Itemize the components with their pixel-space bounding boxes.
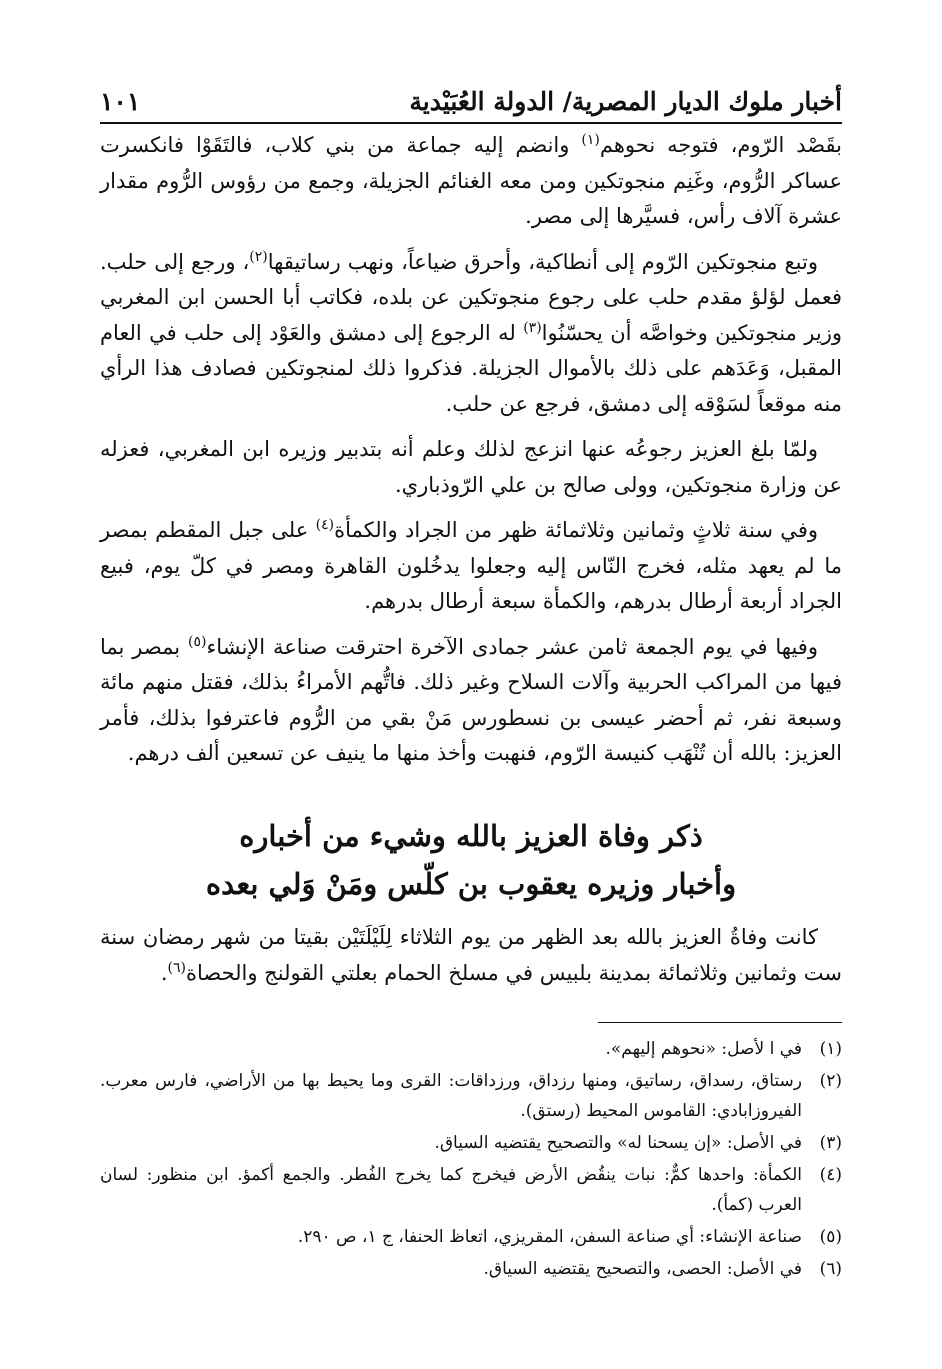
footnote-ref: (٣) bbox=[523, 319, 542, 336]
footnote bbox=[100, 1034, 842, 1064]
running-title: أخبار ملوك الديار المصرية/ الدولة العُبَيْدية bbox=[409, 87, 842, 116]
footnote-number: (١) bbox=[819, 1039, 842, 1059]
footnote bbox=[100, 1066, 842, 1126]
text-run: بقَصْد الرّوم، فتوجه نحوهم bbox=[599, 133, 842, 157]
heading-line-2: وأخبار وزيره يعقوب بن كلّس ومَنْ وَلي بعده bbox=[205, 867, 737, 901]
heading-line-1: ذكر وفاة العزيز بالله وشيء من أخباره bbox=[239, 819, 703, 853]
footnote-ref: (٤) bbox=[315, 517, 335, 533]
footnote bbox=[100, 1254, 842, 1284]
text-run: كانت وفاةُ العزيز بالله بعد الظهر من يوم الثلاثاء لِلَيْلَتَيْن بقيتا من شهر رمضان سنة ست وثمانين وثلاثمائة بمدينة بلبيس في مسلخ الحمام بعلتي القولنج والحصاة bbox=[100, 925, 842, 985]
footnote-text: في ا لأصل: «نحوهم إليهم». bbox=[605, 1039, 802, 1059]
footnote-text: صناعة الإنشاء: أي صناعة السفن، المقريزي، اتعاظ الحنفا، ج ١، ص ٢٩٠. bbox=[297, 1227, 802, 1247]
text-run: له الرجوع إلى دمشق والعَوْد إلى حلب في العام المقبل، وَعَدَهم على ذلك بالأموال الجزيلة. فذكروا ذلك لمنجوتكين فصادف هذا الرأي منه موقعاً لسَوْقه إلى دمشق، فرجع عن حلب. bbox=[100, 320, 842, 416]
footnote bbox=[100, 1128, 842, 1158]
text-run: وفيها في يوم الجمعة ثامن عشر جمادى الآخرة احترقت صناعة الإنشاء bbox=[206, 634, 818, 659]
footnote bbox=[100, 1222, 842, 1252]
paragraph bbox=[100, 513, 842, 620]
main-text bbox=[100, 128, 842, 782]
footnote-ref: (٦) bbox=[167, 959, 186, 976]
paragraph bbox=[100, 432, 842, 503]
closing-section bbox=[100, 920, 842, 1001]
paragraph bbox=[100, 630, 842, 772]
page-number: ١٠١ bbox=[100, 87, 141, 116]
section-heading bbox=[100, 812, 842, 908]
paragraph bbox=[100, 245, 842, 423]
footnote-ref: (٢) bbox=[249, 248, 268, 265]
footnote-text: في الأصل: «إن يسحنا له» والتصحيح يقتضيه السياق. bbox=[434, 1133, 802, 1153]
footnote-text: في الأصل: الحصى، والتصحيح يقتضيه السياق. bbox=[483, 1259, 802, 1279]
footnote-text: الكمأة: واحدها كمٌّ: نبات ينقُض الأرض فيخرج كما يخرج الفُطر. والجمع أكمؤ. ابن منظور: لسان العرب (كمأ). bbox=[100, 1165, 802, 1215]
text-run: وفي سنة ثلاثٍ وثمانين وثلاثمائة ظهر من الجراد والكمأة bbox=[334, 518, 818, 542]
text-run: بمصر بما فيها من المراكب الحربية وآلات السلاح وغير ذلك. فاتُّهم الأمراءُ بذلك، فقتل منهم مائة وسبعة نفر، ثم أحضر عيسى بن نسطورس مَنْ بقي من الرُّوم فاعترفوا بذلك، فأمر العزيز: بالله أن تُنْهَب كنيسة الرّوم، فنهبت وأخذ منها ما ينيف عن تسعين ألف درهم. bbox=[100, 634, 842, 765]
paragraph bbox=[100, 920, 842, 991]
text-run: ، ورجع إلى حلب. فعمل لؤلؤ مقدم حلب على رجوع منجوتكين عن بلده، فكاتب أبا الحسن ابن المغربي وزير منجوتكين وخواصَّه أن يحسّنُوا bbox=[100, 249, 842, 345]
text-run: . bbox=[160, 960, 168, 985]
footnote bbox=[100, 1160, 842, 1220]
footnote-number: (٢) bbox=[819, 1071, 842, 1091]
text-run: على جبل المقطم بمصر ما لم يعهد مثله، فخرج النّاس إليه وجعلوا يدخُلون القاهرة ومصر في كلّ يوم، فبيع الجراد أربعة أرطال بدرهم، والكمأة سبعة أرطال بدرهم. bbox=[100, 518, 842, 613]
running-header bbox=[100, 78, 842, 124]
footnote-ref: (١) bbox=[581, 132, 600, 148]
text-run: وتبع منجوتكين الرّوم إلى أنطاكية، وأحرق ضياعاً، ونهب رساتيقها bbox=[267, 249, 818, 274]
footnote-number: (٣) bbox=[819, 1133, 842, 1153]
footnotes bbox=[100, 1034, 842, 1286]
footnote-number: (٦) bbox=[819, 1259, 842, 1279]
footnote-divider bbox=[598, 1022, 842, 1023]
footnote-number: (٥) bbox=[819, 1227, 842, 1247]
footnote-number: (٤) bbox=[819, 1165, 842, 1185]
footnote-text: رستاق، رسداق، رساتيق، ومنها رزداق، ورزداقات: القرى وما يحيط بها من الأراضي، فارس معرب. الفيروزابادي: القاموس المحيط (رستق). bbox=[100, 1071, 802, 1121]
text-run: وانضم إليه جماعة من بني كلاب، فالتَقَوْا فانكسرت عساكر الرُّوم، وغَنِم منجوتكين ومن معه الغنائم الجزيلة، وجمع من رؤوس الرُّوم مقدار عشرة آلاف رأس، فسيَّرها إلى مصر. bbox=[100, 133, 842, 228]
footnote-ref: (٥) bbox=[187, 633, 207, 650]
paragraph bbox=[100, 128, 842, 235]
text-run: ولمّا بلغ العزيز رجوعُه عنها انزعج لذلك وعلم أنه بتدبير وزيره ابن المغربي، فعزله عن وزارة منجوتكين، وولى صالح بن علي الرّوذباري. bbox=[100, 437, 842, 497]
